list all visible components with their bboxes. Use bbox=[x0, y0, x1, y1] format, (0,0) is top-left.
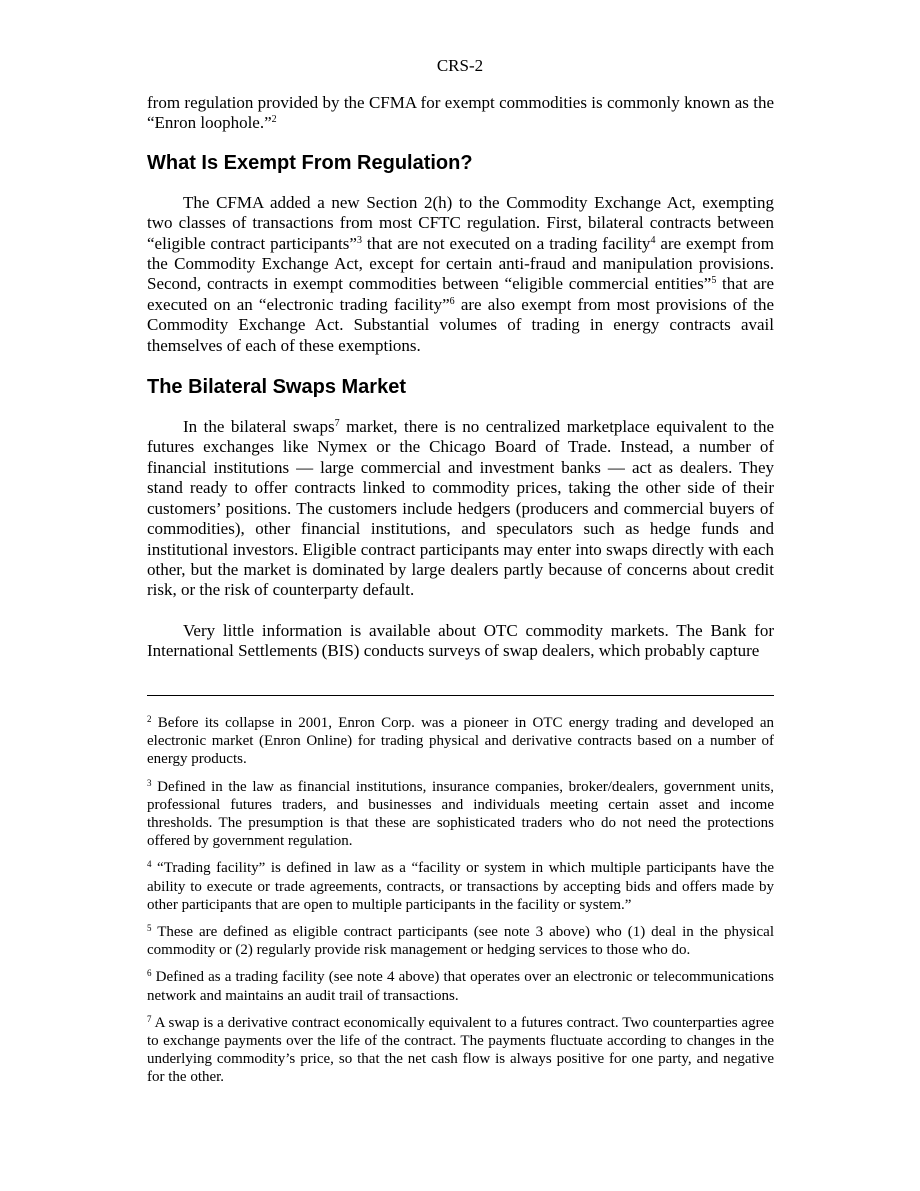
main-content bbox=[147, 93, 774, 662]
paragraph-swaps-market: In the bilateral swaps$^7$ market, there is no centralized marketplace equivalent to the futures exchanges like Nymex or the Chicago Board of Trade. Instead, a number of financial institutions — large commercial and investment banks — act as dealers. They stand ready to offer contracts linked to commodity prices, taking the other side of their customers’ positions. The customers include hedgers (producers and commercial buyers of commodities), other financial institutions, and speculators such as hedge funds and institutional investors. Eligible contract participants may enter into swaps directly with each other, but the market is dominated by large dealers partly because of concerns about credit risk, or the risk of counterparty default. bbox=[147, 417, 774, 600]
footnote-ref-3[interactable]: 3 bbox=[356, 234, 362, 246]
paragraph-otc-info: Very little information is available about OTC commodity markets. The Bank for International Settlements (BIS) conducts surveys of swap dealers, which probably capture bbox=[147, 620, 774, 661]
footnote-ref-4[interactable]: 4 bbox=[650, 234, 656, 246]
page-number-label: CRS-2 bbox=[436, 56, 484, 75]
continued-paragraph: from regulation provided by the CFMA for exempt commodities is commonly known as the “Enron loophole.”$^2$ bbox=[147, 93, 774, 133]
footnotes-section bbox=[147, 714, 774, 1096]
footnote-ref-2[interactable]: 2 bbox=[271, 114, 277, 126]
footnote-4: $^4$ “Trading facility” is defined in law as a “facility or system in which multiple participants have the ability to execute or trade agreements, contracts, or transactions by accepting bids and offers made by other participants that are open to multiple participants in the facility or system.” bbox=[147, 859, 774, 913]
footnote-ref-5[interactable]: 5 bbox=[711, 275, 717, 287]
page-header bbox=[0, 56, 920, 76]
section-heading-exempt: What Is Exempt From Regulation? bbox=[147, 151, 473, 174]
footnote-ref-6[interactable]: 6 bbox=[449, 295, 455, 307]
footnote-2: $^2$ Before its collapse in 2001, Enron Corp. was a pioneer in OTC energy trading and developed an electronic market (Enron Online) for trading physical and derivative contracts based on a number of energy products. bbox=[147, 714, 774, 768]
section-heading-swaps: The Bilateral Swaps Market bbox=[147, 376, 406, 399]
footnote-6: $^6$ Defined as a trading facility (see note 4 above) that operates over an electronic or telecommunications network and maintains an audit trail of transactions. bbox=[147, 968, 774, 1004]
footnote-divider bbox=[147, 695, 774, 696]
footnote-ref-7[interactable]: 7 bbox=[334, 418, 340, 430]
footnote-3: $^3$ Defined in the law as financial institutions, insurance companies, broker/dealers, government units, professional futures traders, and businesses and individuals meeting certain asset and income thresholds. The presumption is that these are sophisticated traders who do not need the protections offered by government regulation. bbox=[147, 777, 774, 850]
paragraph-exemptions: The CFMA added a new Section 2(h) to the Commodity Exchange Act, exempting two classes of transactions from most CFTC regulation. First, bilateral contracts between “eligible contract participants”$^3$ that are not executed on a trading facility$^4$ are exempt from the Commodity Exchange Act, except for certain anti-fraud and manipulation provisions. Second, contracts in exempt commodities between “eligible commercial entities”$^5$ that are executed on an “electronic trading facility”$^6$ are also exempt from most provisions of the Commodity Exchange Act. Substantial volumes of trading in energy contracts avail themselves of each of these exemptions. bbox=[147, 192, 774, 355]
footnote-7: $^7$ A swap is a derivative contract economically equivalent to a futures contract. Two counterparties agree to exchange payments over the life of the contract. The payments fluctuate according to changes in the underlying commodity’s price, so that the net cash flow is always positive for one party, and negative for the other. bbox=[147, 1013, 774, 1086]
footnote-5: $^5$ These are defined as eligible contract participants (see note 3 above) who (1) deal in the physical commodity or (2) regularly provide risk management or hedging services to those who do. bbox=[147, 923, 774, 959]
